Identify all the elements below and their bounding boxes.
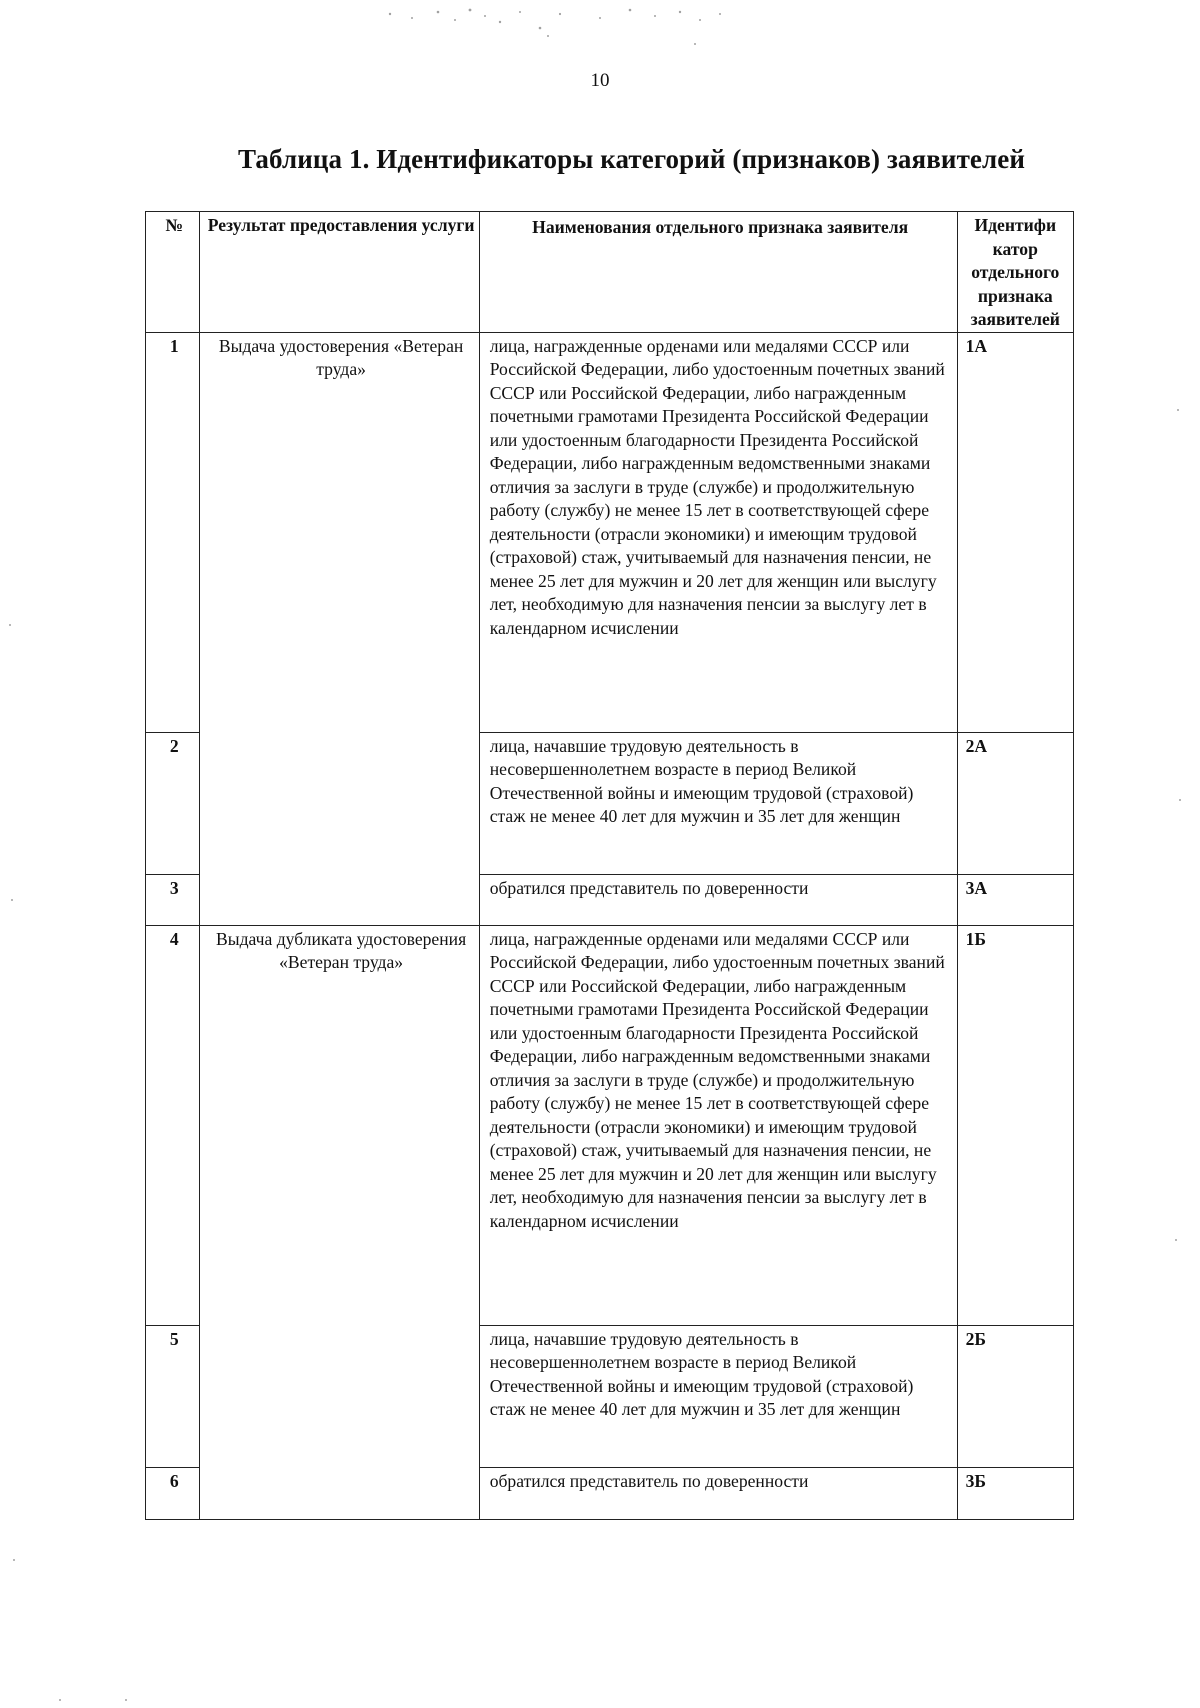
header-name: Наименования отдельного признака заявителя: [479, 212, 957, 333]
row-result: Выдача дубликата удостоверения «Ветеран труда»: [199, 925, 479, 1519]
row-number: 6: [146, 1467, 200, 1519]
row-description: обратился представитель по доверенности: [479, 1467, 957, 1519]
row-result: Выдача удостоверения «Ветеран труда»: [199, 332, 479, 925]
row-number: 5: [146, 1325, 200, 1467]
row-identifier: 1А: [957, 332, 1073, 732]
row-number: 3: [146, 874, 200, 925]
header-number: №: [146, 212, 200, 333]
row-description: лица, начавшие трудовую деятельность в несовершеннолетнем возрасте в период Великой Отечественной войны и имеющим трудовой (страховой) стаж не менее 40 лет для мужчин и 35 лет для женщин: [479, 732, 957, 874]
categories-table: [145, 211, 1074, 1520]
row-number: 1: [146, 332, 200, 732]
header-identifier: Идентифи катор отдельного признака заявителей: [957, 212, 1073, 333]
row-identifier: 1Б: [957, 925, 1073, 1325]
page-number: 10: [590, 70, 610, 91]
row-identifier: 3Б: [957, 1467, 1073, 1519]
row-description: обратился представитель по доверенности: [479, 874, 957, 925]
row-description: лица, награжденные орденами или медалями СССР или Российской Федерации, либо удостоенным почетных званий СССР или Российской Федерации, либо награжденным почетными грамотами Президента Российской Федерации или удостоенным благодарности Президента Российской Федерации, либо награжденным ведомственными знаками отличия за заслуги в труде (службе) и продолжительную работу (службу) не менее 15 лет в соответствующей сфере деятельности (отрасли экономики) и имеющим трудовой (страховой) стаж, учитываемый для назначения пенсии, не менее 25 лет для мужчин и 20 лет для женщин или выслугу лет, необходимую для назначения пенсии за выслугу лет в календарном исчислении: [479, 925, 957, 1325]
header-result: Результат предоставления услуги: [199, 212, 479, 333]
row-description: лица, награжденные орденами или медалями СССР или Российской Федерации, либо удостоенным почетных званий СССР или Российской Федерации, либо награжденным почетными грамотами Президента Российской Федерации или удостоенным благодарности Президента Российской Федерации, либо награжденным ведомственными знаками отличия за заслуги в труде (службе) и продолжительную работу (службу) не менее 15 лет в соответствующей сфере деятельности (отрасли экономики) и имеющим трудовой (страховой) стаж, учитываемый для назначения пенсии, не менее 25 лет для мужчин и 20 лет для женщин или выслугу лет, необходимую для назначения пенсии за выслугу лет в календарном исчислении: [479, 332, 957, 732]
row-description: лица, начавшие трудовую деятельность в несовершеннолетнем возрасте в период Великой Отечественной войны и имеющим трудовой (страховой) стаж не менее 40 лет для мужчин и 35 лет для женщин: [479, 1325, 957, 1467]
table-row: [146, 332, 1074, 732]
row-identifier: 2А: [957, 732, 1073, 874]
table-header-row: [146, 212, 1074, 333]
row-identifier: 3А: [957, 874, 1073, 925]
row-number: 4: [146, 925, 200, 1325]
table-title: Таблица 1. Идентификаторы категорий (признаков) заявителей: [238, 144, 1026, 174]
table-row: [146, 925, 1074, 1325]
row-identifier: 2Б: [957, 1325, 1073, 1467]
row-number: 2: [146, 732, 200, 874]
